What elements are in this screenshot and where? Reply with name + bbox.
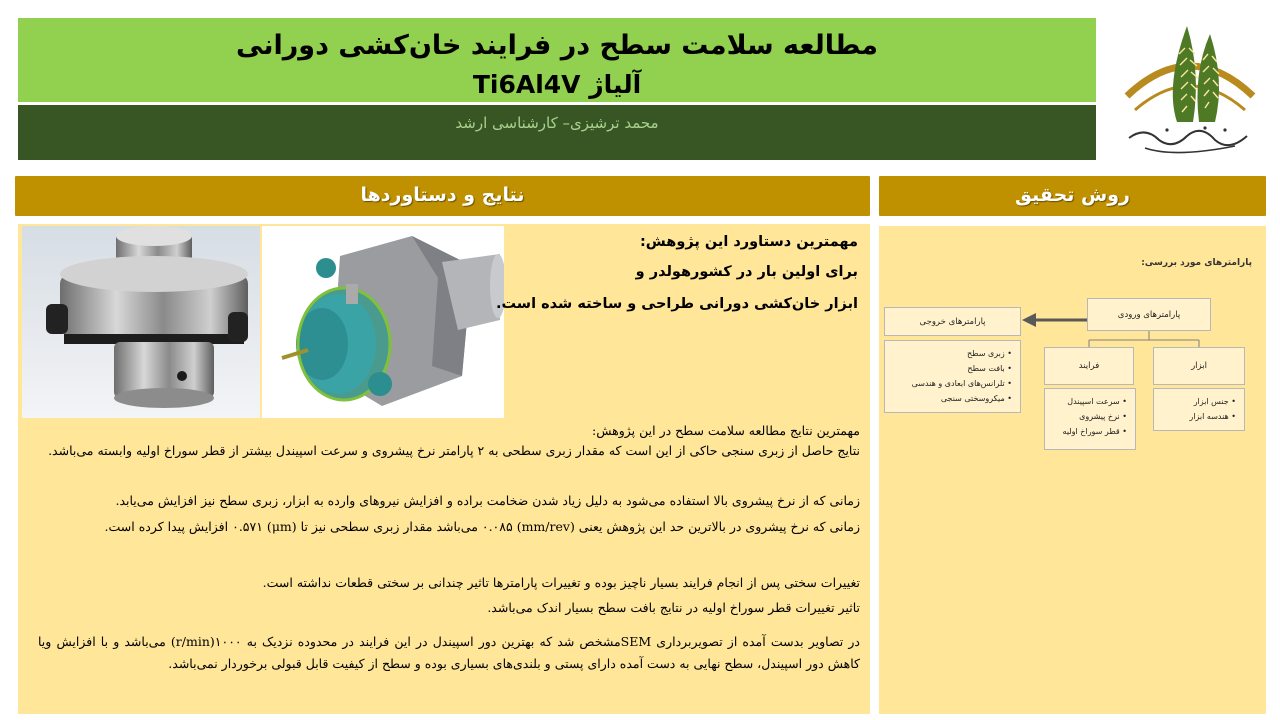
output-params-box: پارامترهای خروجی <box>884 307 1021 336</box>
results-paragraph: زمانی که نرخ پیشروی در بالاترین حد این پژوهش یعنی (mm/rev) ۰.۰۸۵ می‌باشد مقدار زبری سطحی نیز تا (μm) ۰.۵۷۱ افزایش پیدا کرده است. <box>104 519 860 534</box>
tool-box: ابزار <box>1153 347 1245 385</box>
author-name: محمد ترشیزی– کارشناسی ارشد <box>455 114 659 132</box>
tool-photo <box>22 226 260 418</box>
results-paragraph: نتایج حاصل از زبری سنجی حاکی از این است که مقدار زبری سطحی به ۲ پارامتر نرخ پیشروی و سرعت اسپیندل بیشتر از قطر سوراخ اولیه وابسته می‌باشد. <box>48 443 860 458</box>
logo-emblem-icon <box>1115 18 1265 163</box>
page-title-alloy: آلیاژ Ti6Al4V <box>472 70 642 99</box>
page-title: مطالعه سلامت سطح در فرایند خان‌کشی دورانی <box>236 30 878 61</box>
university-logo <box>1115 18 1265 163</box>
list-item: • میکروسختی سنجی <box>940 394 1012 403</box>
output-params-list <box>884 340 1021 413</box>
title-bar <box>18 18 1096 102</box>
achievement-line: برای اولین بار در کشورهولدر و <box>635 264 858 280</box>
achievement-heading: مهمترین دستاورد این پژوهش: <box>639 234 858 250</box>
results-paragraph: در تصاویر بدست آمده از تصویربرداری SEMمشخص شد که بهترین دور اسپیندل در این فرایند در محدوده نزدیک به ۱۰۰۰(r/min) می‌باشد و با افزایش ویا کاهش دور اسپیندل، سطح نهایی به دست آمده دارای پستی و بلندی‌های بسیاری بوده و سطح از کیفیت قابل قبولی برخوردار نمی‌باشد. <box>38 634 860 671</box>
list-item: • تلرانس‌های ابعادی و هندسی <box>911 379 1012 388</box>
achievement-line: ابزار خان‌کشی دورانی طراحی و ساخته شده است. <box>495 296 858 312</box>
list-item: • بافت سطح <box>967 364 1012 373</box>
process-box: فرایند <box>1044 347 1134 385</box>
list-item: • قطر سوراخ اولیه <box>1062 427 1127 436</box>
holder-cad-model <box>262 226 504 418</box>
results-paragraph: تاثیر تغییرات قطر سوراخ اولیه در نتایج بافت سطح بسیار اندک می‌باشد. <box>487 600 860 615</box>
method-section-header: روش تحقیق <box>879 176 1266 216</box>
list-item: • سرعت اسپیندل <box>1067 397 1127 406</box>
list-item: • جنس ابزار <box>1193 397 1236 406</box>
results-section-header: نتایج و دستاوردها <box>15 176 870 216</box>
process-params-list <box>1044 388 1136 450</box>
list-item: • زبری سطح <box>967 349 1012 358</box>
author-bar <box>18 105 1096 160</box>
diagram-title: پارامترهای مورد بررسی: <box>1141 258 1252 268</box>
list-item: • هندسه ابزار <box>1189 412 1236 421</box>
input-params-box: پارامترهای ورودی <box>1087 298 1211 331</box>
list-item: • نرخ پیشروی <box>1079 412 1127 421</box>
tool-params-list <box>1153 388 1245 431</box>
results-intro: مهمترین نتایج مطالعه سلامت سطح در این پژوهش: <box>592 423 860 438</box>
results-paragraph: زمانی که از نرخ پیشروی بالا استفاده می‌شود به دلیل زیاد شدن ضخامت براده و افزایش نیروهای وارده به ابزار، زبری سطح نیز افزایش می‌یابد. <box>115 493 860 508</box>
results-paragraph: تغییرات سختی پس از انجام فرایند بسیار ناچیز بوده و تغییرات پارامترها تاثیر چندانی بر سختی قطعات نداشته است. <box>262 575 860 590</box>
